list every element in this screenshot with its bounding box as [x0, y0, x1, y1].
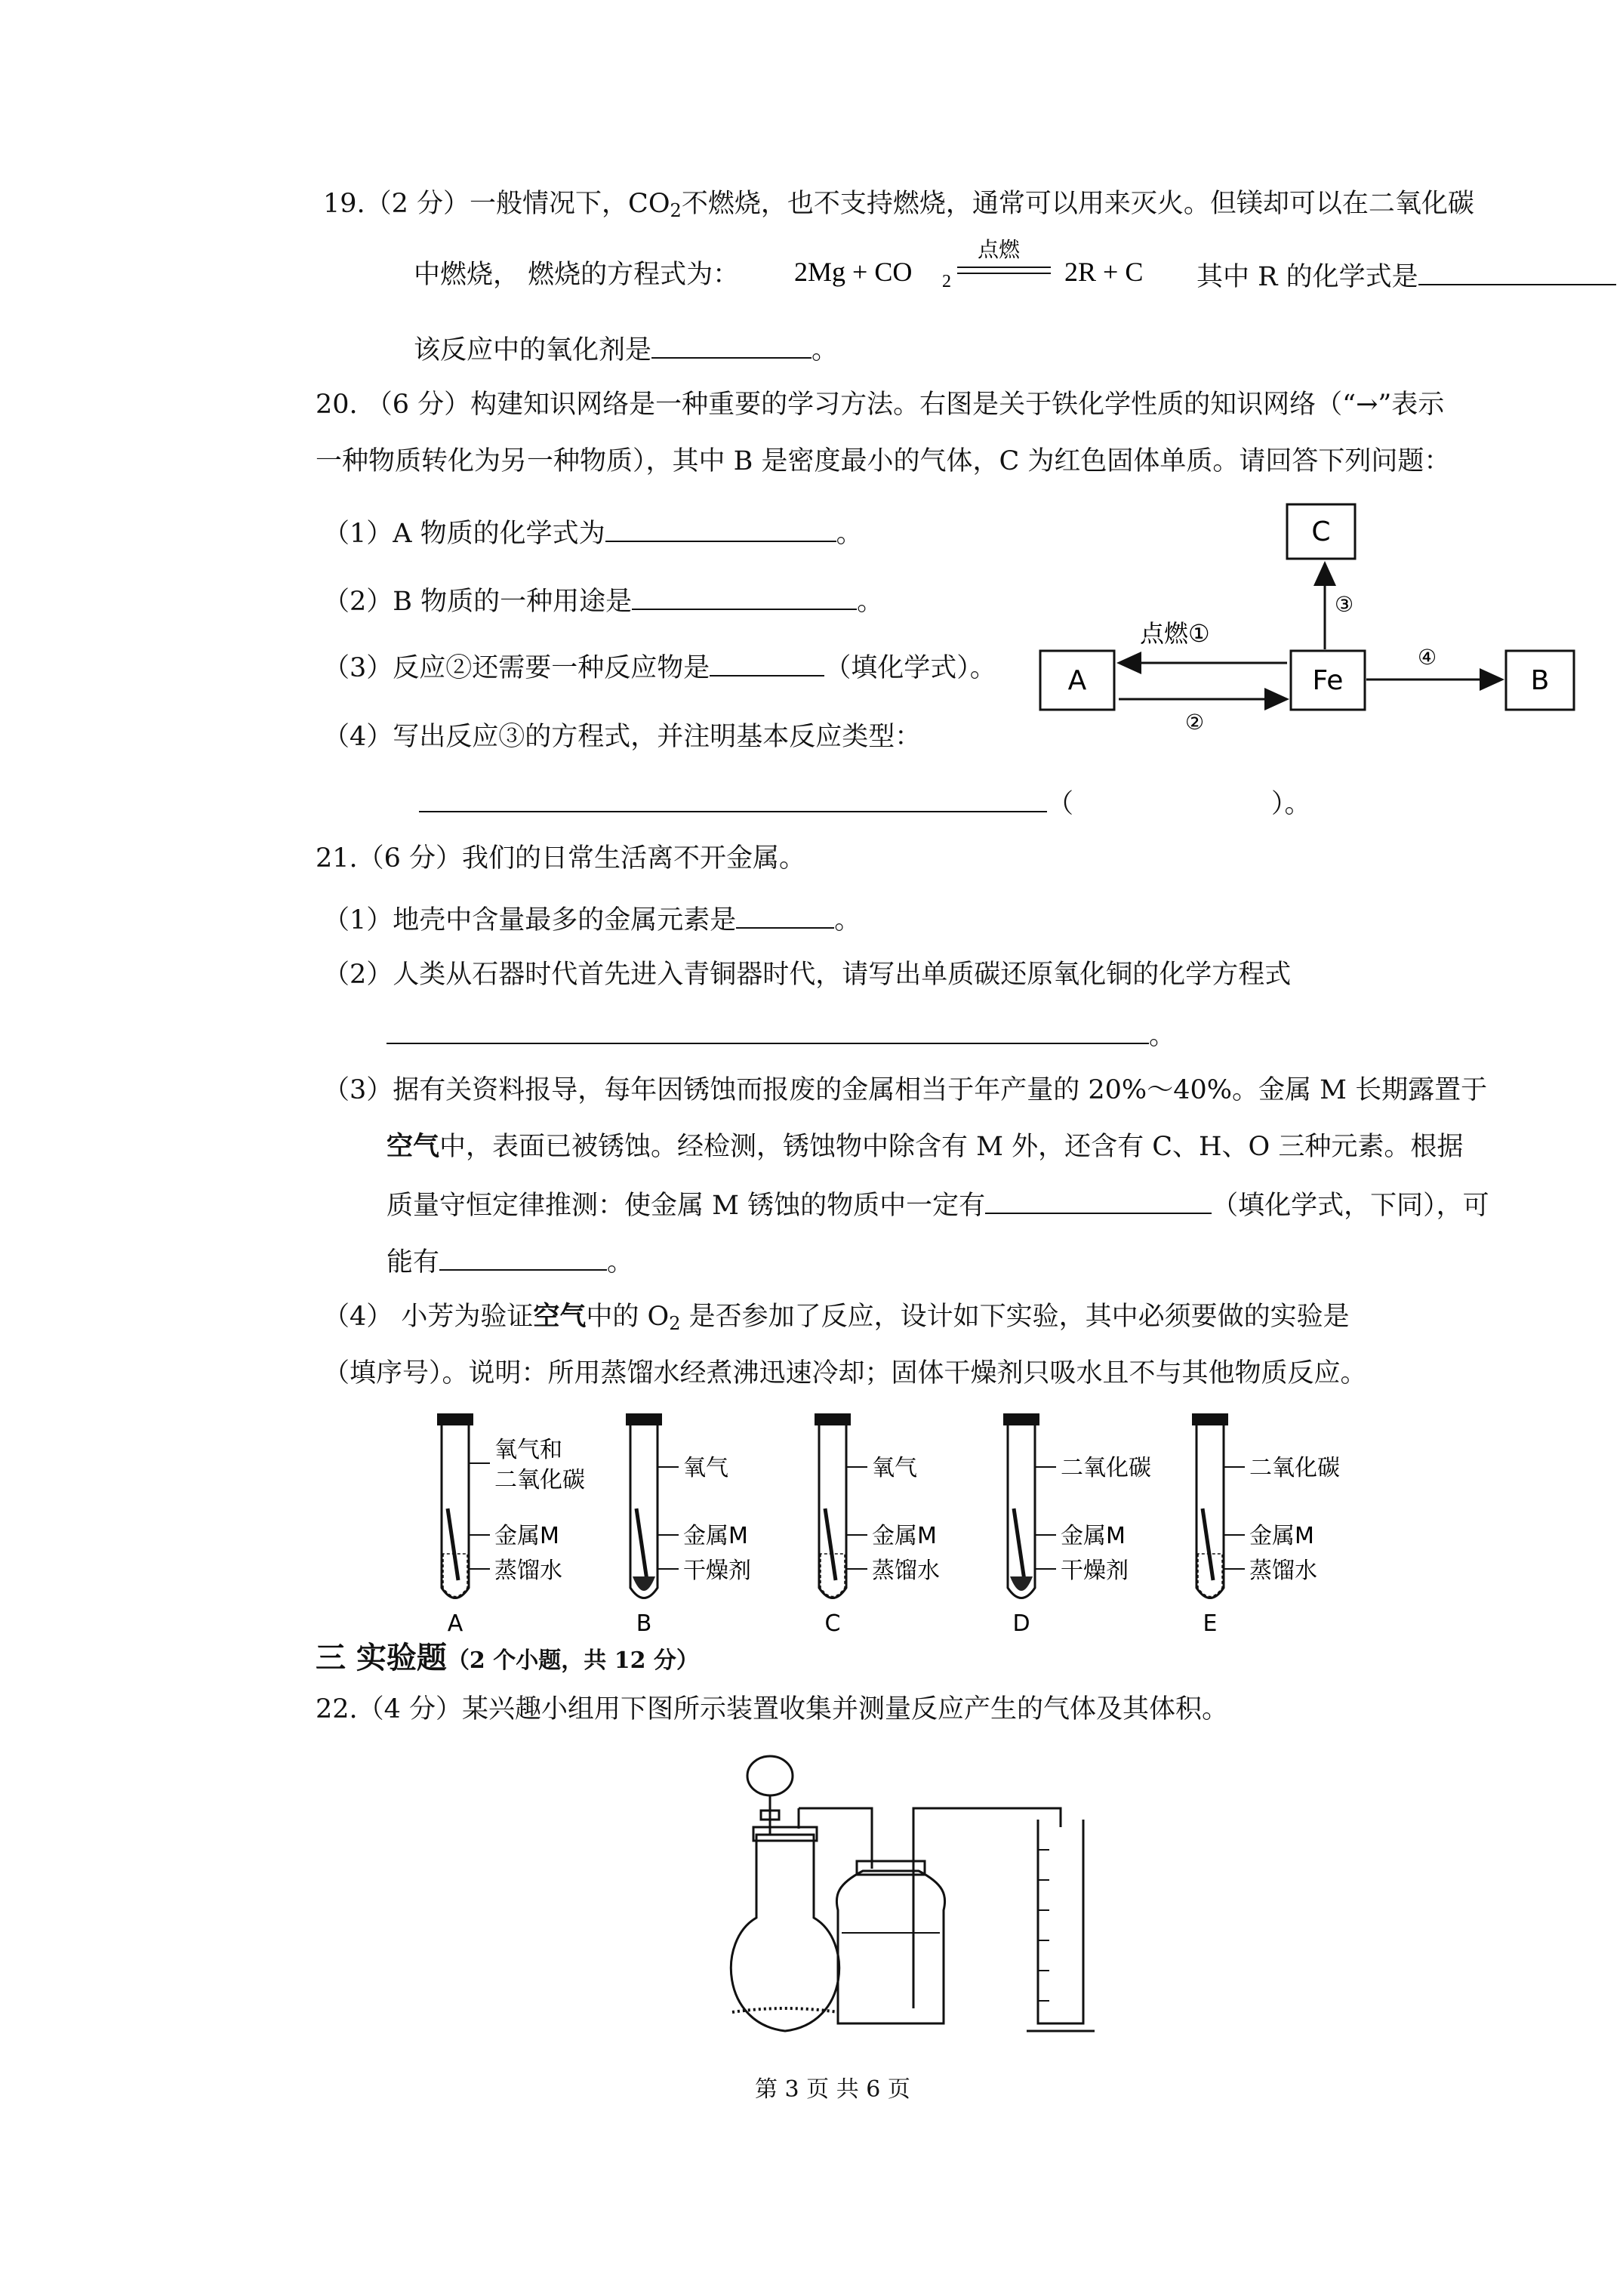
metal-strip — [825, 1509, 836, 1580]
q21-part2-answer — [387, 1015, 1175, 1054]
q21-part1-text: （1）地壳中含量最多的金属元素是 — [323, 905, 737, 935]
q20-part2-text: （2）B 物质的一种用途是 — [323, 587, 633, 617]
arrow3-label: ③ — [1335, 592, 1354, 617]
tube-stopper — [626, 1413, 662, 1425]
metal-label: 金属M — [1249, 1523, 1314, 1549]
q20-part1-text: （1）A 物质的化学式为 — [323, 519, 605, 549]
q21-part4-text-c: 中的 O — [586, 1302, 670, 1332]
gas-label: 二氧化碳 — [1249, 1455, 1340, 1481]
q20-part4: （4）写出反应③的方程式，并注明基本反应类型： — [323, 722, 922, 752]
q19-oxidizer-label: 该反应中的氧化剂是 — [414, 335, 652, 365]
arrow1-label: 点燃① — [1140, 619, 1210, 648]
q20-part1-blank[interactable] — [605, 513, 836, 542]
q21-part3-line1: （3）据有关资料报导，每年因锈蚀而报废的金属相当于年产量的 20%～40%。金属 M 长期露置于 — [323, 1075, 1488, 1105]
tube-stopper — [437, 1413, 473, 1425]
q21-part2-blank[interactable] — [387, 1015, 1149, 1044]
section3-title: 三 实验题 — [316, 1640, 447, 1675]
q20-part2-blank[interactable] — [632, 581, 857, 610]
q20-part1 — [323, 513, 863, 552]
round-bottom-flask — [731, 1835, 839, 2031]
page-number: 第 3 页 共 6 页 — [755, 2076, 910, 2103]
gas-label-line1: 氧气和 — [494, 1437, 562, 1463]
q21-part1 — [323, 900, 861, 938]
box-b-label: B — [1530, 665, 1550, 696]
gas-label: 氧气 — [872, 1455, 917, 1481]
tube-letter: C — [824, 1610, 841, 1637]
gas-label: 氧气 — [683, 1455, 728, 1481]
q20-part4-type-blank[interactable] — [1073, 784, 1271, 812]
q19-line1 — [323, 186, 1474, 229]
metal-label: 金属M — [683, 1523, 748, 1549]
box-fe-label: Fe — [1312, 665, 1344, 696]
q21-part4-line1 — [323, 1299, 1350, 1342]
q21-part3-may-blank[interactable] — [439, 1242, 607, 1271]
separatory-funnel — [747, 1756, 793, 1795]
desiccant — [1010, 1576, 1033, 1591]
arrow4-label: ④ — [1418, 645, 1437, 670]
bottom-label: 干燥剂 — [683, 1558, 751, 1584]
metal-strip — [636, 1509, 647, 1580]
metal-label: 金属M — [494, 1523, 559, 1549]
q21-part4-text-d: 是否参加了反应，设计如下实验，其中必须要做的实验是 — [680, 1302, 1350, 1332]
q20-part3-end: （填化学式）。 — [824, 653, 996, 683]
q20-part1-end: 。 — [836, 519, 863, 549]
equation-condition: 点燃 — [978, 237, 1021, 262]
metal-label: 金属M — [872, 1523, 937, 1549]
q19-line3 — [414, 330, 838, 368]
bottom-label: 蒸馏水 — [1249, 1558, 1317, 1584]
q19-line2 — [414, 257, 739, 293]
q20-part2-end: 。 — [857, 587, 884, 617]
q21-part4-text-a: （4） 小芳为验证 — [323, 1302, 534, 1332]
equation-right: 2R + C — [1064, 257, 1144, 287]
bottom-label: 蒸馏水 — [494, 1558, 562, 1584]
q21-part3-line3-end: （填化学式，下同），可 — [1212, 1191, 1489, 1221]
q19-oxidizer-blank[interactable] — [651, 330, 812, 359]
q20-part4-equation-blank[interactable] — [419, 784, 1047, 812]
q21-part2-end: 。 — [1149, 1021, 1176, 1051]
gas-collection-apparatus — [702, 1744, 1125, 2046]
metal-strip — [1014, 1509, 1024, 1580]
q19-r-formula-blank[interactable] — [1418, 257, 1616, 285]
q19-line2-right — [1196, 257, 1616, 295]
flask-solid-reactant — [732, 2008, 838, 2012]
test-tubes-figure — [419, 1410, 1363, 1637]
q19-co2-subscript: 2 — [670, 200, 682, 221]
q21-part3-line4-end: 。 — [607, 1247, 634, 1277]
tube-stopper — [1192, 1413, 1228, 1425]
q20-part4-answer — [419, 784, 1311, 822]
q21-part1-end: 。 — [834, 905, 861, 935]
equation-left: 2Mg + CO — [794, 257, 913, 287]
tube-letter: D — [1012, 1610, 1030, 1637]
tube-stopper — [815, 1413, 851, 1425]
bottom-label: 干燥剂 — [1061, 1558, 1129, 1584]
q21-part2: （2）人类从石器时代首先进入青铜器时代，请写出单质碳还原氧化铜的化学方程式 — [323, 960, 1292, 990]
q21-part3-line3 — [387, 1185, 1489, 1224]
wide-mouth-bottle — [836, 1871, 944, 2023]
q19-r-formula-label: 其中 R 的化学式是 — [1196, 262, 1418, 292]
q21-part4-o2-subscript: 2 — [669, 1313, 681, 1334]
q21-part3-line2 — [387, 1129, 1463, 1165]
tube-letter: E — [1203, 1610, 1218, 1637]
q20-part3-text: （3）反应②还需要一种反应物是 — [323, 653, 710, 683]
q21-title: 21.（6 分）我们的日常生活离不开金属。 — [316, 843, 806, 874]
connecting-tube-1 — [799, 1808, 872, 1869]
q19-line2-text: 中燃烧， 燃烧的方程式为： — [414, 260, 740, 290]
metal-label: 金属M — [1061, 1523, 1126, 1549]
q19-text-b: 不燃烧，也不支持燃烧，通常可以用来灭火。但镁却可以在二氧化碳 — [681, 189, 1474, 219]
q21-part4-line2: （填序号）。说明：所用蒸馏水经煮沸迅速冷却；固体干燥剂只吸水且不与其他物质反应。 — [323, 1358, 1367, 1388]
q21-part3-line4 — [387, 1242, 633, 1281]
q19-text-a: 19.（2 分）一般情况下，CO — [323, 189, 670, 219]
q21-part3-air: 空气 — [387, 1131, 440, 1162]
section3-note: （2 个小题，共 12 分） — [446, 1647, 699, 1674]
q20-line1: 20. （6 分）构建知识网络是一种重要的学习方法。右图是关于铁化学性质的知识网络（“→”表示 — [316, 390, 1445, 420]
q22-line1: 22.（4 分）某兴趣小组用下图所示装置收集并测量反应产生的气体及其体积。 — [316, 1694, 1229, 1724]
box-c-label: C — [1311, 516, 1331, 547]
bottom-label: 蒸馏水 — [872, 1558, 940, 1584]
q20-part4-paren-right: ）。 — [1271, 789, 1311, 819]
tube-stopper — [1003, 1413, 1039, 1425]
q21-part3-must-blank[interactable] — [985, 1185, 1212, 1214]
cylinder-graduations — [1038, 1850, 1049, 2001]
equation-subscript: 2 — [942, 272, 951, 291]
q21-part3-line2-text: 中，表面已被锈蚀。经检测，锈蚀物中除含有 M 外，还含有 C、H、O 三种元素。根据 — [439, 1132, 1464, 1162]
section3-heading — [316, 1640, 699, 1679]
metal-strip — [1203, 1509, 1213, 1580]
metal-strip — [448, 1509, 458, 1580]
gas-label: 二氧化碳 — [1061, 1455, 1151, 1481]
q21-part3-line4-text: 能有 — [387, 1247, 440, 1277]
tube-letter: B — [636, 1610, 652, 1637]
q21-part1-blank[interactable] — [736, 900, 834, 929]
q19-equation — [793, 234, 1185, 294]
tube-letter: A — [447, 1610, 463, 1637]
q21-part3-line3-text: 质量守恒定律推测：使金属 M 锈蚀的物质中一定有 — [387, 1191, 986, 1221]
q20-line2: 一种物质转化为另一种物质），其中 B 是密度最小的气体，C 为红色固体单质。请回答下列问题： — [316, 446, 1451, 476]
q20-part2 — [323, 581, 883, 620]
q20-part3 — [323, 648, 996, 686]
gas-label-line2: 二氧化碳 — [494, 1467, 585, 1493]
box-a-label: A — [1067, 665, 1087, 696]
q19-period: 。 — [812, 335, 839, 365]
q21-part4-air: 空气 — [533, 1301, 587, 1332]
arrow2-label: ② — [1185, 710, 1205, 735]
iron-knowledge-network-diagram — [1034, 498, 1578, 735]
q20-part4-paren-left: （ — [1047, 789, 1074, 819]
q20-part3-blank[interactable] — [710, 648, 824, 676]
desiccant — [633, 1576, 655, 1591]
